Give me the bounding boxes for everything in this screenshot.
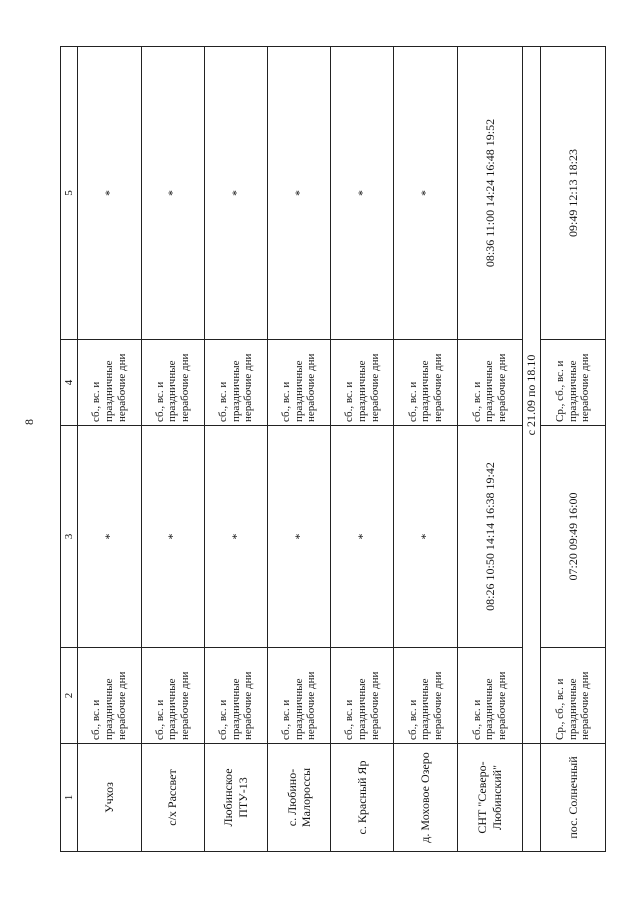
times-cell: * — [267, 426, 330, 648]
times-cell: * — [78, 47, 141, 340]
days-cell: сб., вс. и праздничные нерабочие дни — [204, 340, 267, 426]
times-cell: * — [394, 426, 457, 648]
days-cell: сб., вс. и праздничные нерабочие дни — [331, 648, 394, 744]
days-cell: сб., вс. и праздничные нерабочие дни — [457, 648, 522, 744]
times-cell: 09:49 12:13 18:23 — [540, 47, 605, 340]
days-cell: сб., вс. и праздничные нерабочие дни — [331, 340, 394, 426]
times-cell: * — [141, 47, 204, 340]
location-cell: пос. Солнечный — [540, 744, 605, 852]
schedule-table-rotated — [60, 47, 606, 852]
location-cell: д. Моховое Озеро — [394, 744, 457, 852]
table-row — [267, 47, 330, 852]
header-col-2: 2 — [61, 648, 78, 744]
days-cell: сб., вс. и праздничные нерабочие дни — [141, 340, 204, 426]
location-cell: с. Любино-Малороссы — [267, 744, 330, 852]
days-cell: сб., вс. и праздничные нерабочие дни — [78, 648, 141, 744]
header-row — [61, 47, 78, 852]
times-cell: * — [331, 47, 394, 340]
days-cell: сб., вс. и праздничные нерабочие дни — [394, 340, 457, 426]
location-cell: Любинское ПТУ-13 — [204, 744, 267, 852]
table-row — [394, 47, 457, 852]
location-cell: с. Красный Яр — [331, 744, 394, 852]
table-row — [141, 47, 204, 852]
table-row — [204, 47, 267, 852]
period-spacer — [522, 744, 540, 852]
location-cell: с/х Рассвет — [141, 744, 204, 852]
location-cell: Учхоз — [78, 744, 141, 852]
times-cell: * — [204, 426, 267, 648]
days-cell: сб., вс. и праздничные нерабочие дни — [78, 340, 141, 426]
header-col-5: 5 — [61, 47, 78, 340]
period-row — [522, 47, 540, 852]
period-label: с 21.09 по 18.10 — [522, 47, 540, 744]
header-col-3: 3 — [61, 426, 78, 648]
page-number: 8 — [22, 419, 36, 425]
table-row — [540, 47, 605, 852]
days-cell: сб., вс. и праздничные нерабочие дни — [141, 648, 204, 744]
header-col-1: 1 — [61, 744, 78, 852]
table-row — [331, 47, 394, 852]
header-col-4: 4 — [61, 340, 78, 426]
times-cell: * — [78, 426, 141, 648]
days-cell: сб., вс. и праздничные нерабочие дни — [457, 340, 522, 426]
table-row — [78, 47, 141, 852]
location-cell: СНТ "Северо-Любинский" — [457, 744, 522, 852]
times-cell: 08:36 11:00 14:24 16:48 19:52 — [457, 47, 522, 340]
times-cell: 08:26 10:50 14:14 16:38 19:42 — [457, 426, 522, 648]
table-row — [457, 47, 522, 852]
times-cell: * — [204, 47, 267, 340]
days-cell: Ср., сб., вс. и праздничные нерабочие дни — [540, 648, 605, 744]
times-cell: * — [267, 47, 330, 340]
days-cell: сб., вс. и праздничные нерабочие дни — [204, 648, 267, 744]
days-cell: сб., вс. и праздничные нерабочие дни — [267, 648, 330, 744]
days-cell: сб., вс. и праздничные нерабочие дни — [394, 648, 457, 744]
schedule-table — [60, 46, 606, 852]
times-cell: 07:20 09:49 16:00 — [540, 426, 605, 648]
days-cell: Ср., сб., вс. и праздничные нерабочие дни — [540, 340, 605, 426]
times-cell: * — [331, 426, 394, 648]
days-cell: сб., вс. и праздничные нерабочие дни — [267, 340, 330, 426]
times-cell: * — [394, 47, 457, 340]
times-cell: * — [141, 426, 204, 648]
